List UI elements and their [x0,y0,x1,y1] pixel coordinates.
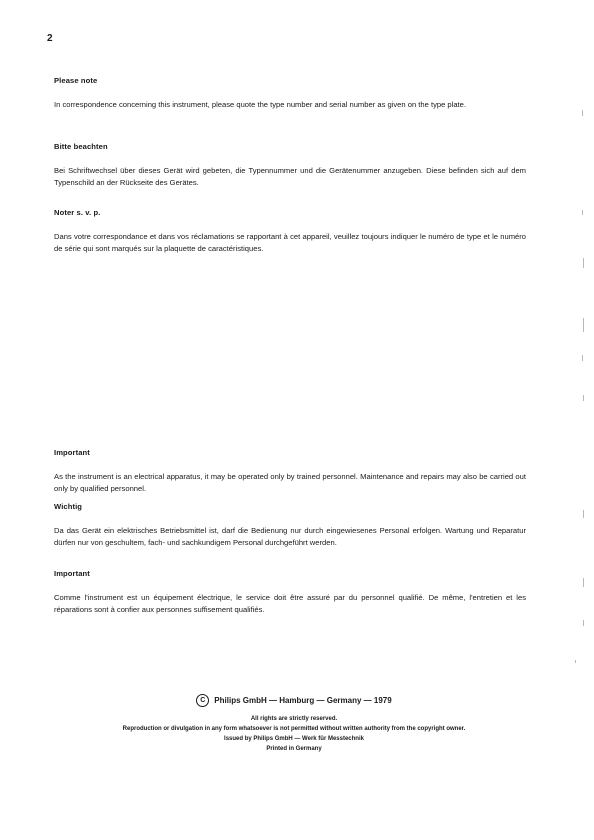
copyright-text: Philips GmbH — Hamburg — Germany — 1979 [214,696,392,705]
copyright-icon: C [196,694,209,707]
section-text: In correspondence concerning this instrument, please quote the type number and serial number as given on the type plate. [54,100,467,109]
note-french [54,208,526,255]
rights-text: All rights are strictly reserved. [250,716,338,722]
footer [54,694,534,754]
section-heading: Bitte beachten [54,142,108,151]
section-text: Bei Schriftwechsel über dieses Gerät wird gebeten, die Typennummer und die Gerätenummer anzugeben. Diese befinden sich auf dem Typenschild an der Rückseite des Gerätes. [54,166,526,187]
important-english [54,448,526,495]
section-text: Da das Gerät ein elektrisches Betriebsmittel ist, darf die Bedienung nur durch eingewiesenes Personal erfolgen. Wartung und Reparatur dürfen nur von geschultem, fach- und sachkundigem Personal durchgeführt werden. [54,526,526,547]
reproduction-text: Reproduction or divulgation in any form whatsoever is not permitted without written authority from the copyright owner. [122,726,466,732]
copyright-line [54,694,534,707]
section-text: Comme l'instrument est un équipement électrique, le service doit être assuré par du personnel qualifié. De même, l'entretien et les réparations sont à confier aux personnes suffisement qualifiés. [54,593,526,614]
note-english [54,76,526,111]
important-french [54,569,526,616]
section-text: Dans votre correspondance et dans vos réclamations se rapportant à cet appareil, veuillez toujours indiquer le numéro de type et le numéro de série qui sont marqués sur la plaquette de caractéristiques. [54,232,526,253]
section-heading: Please note [54,76,98,85]
note-german [54,142,526,189]
section-heading: Noter s. v. p. [54,208,101,217]
page-number: 2 [47,33,53,44]
section-text: As the instrument is an electrical apparatus, it may be operated only by trained personnel. Maintenance and repairs may also be carried out only by qualified personnel. [54,472,526,493]
important-german [54,502,526,549]
issued-by-text: Issued by Philips GmbH — Werk für Messtechnik [224,736,364,742]
section-heading: Important [54,569,90,578]
printed-text: Printed in Germany [266,746,322,752]
section-heading: Wichtig [54,502,83,511]
section-heading: Important [54,448,90,457]
